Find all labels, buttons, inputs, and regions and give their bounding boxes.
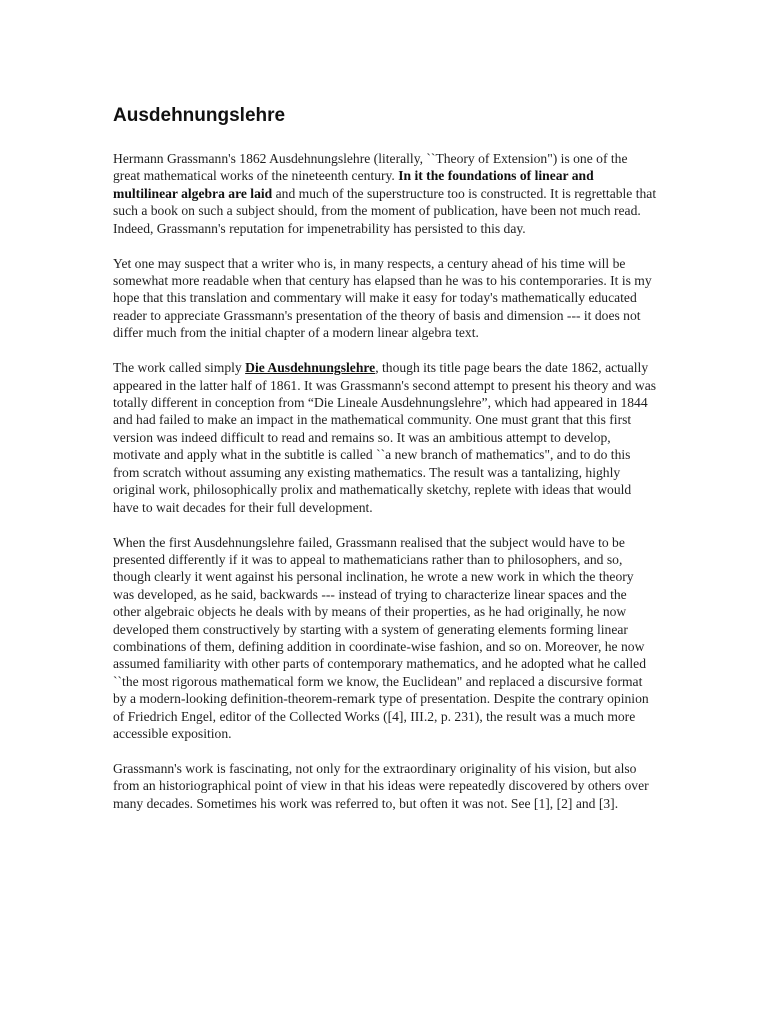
paragraph-intro-text-b: and much of the superstructure too is constructed. It is regrettable that such a book on such a subject should, from the moment of publication, have been not much read. Indeed, Grassmann's reputation for impenetrability has persisted to this day. [113, 185, 657, 236]
paragraph-die-text-b: , though its title page bears the date 1862, actually appeared in the latter half of 1861. It was Grassmann's second attempt to present his theory and was totally different in conception from “Die Lineale Ausdehnungslehre”, which had appeared in 1844 and had failed to make an impact in the mathematical community. One must grant that this first version was indeed difficult to read and remains so. It was an ambitious attempt to develop, motivate and apply what in the subtitle is called ``a new branch of mathematics", and to do this from scratch without assuming any existing mathematics. The result was a tantalizing, highly original work, philosophically prolix and mathematically sketchy, replete with ideas that would have to wait decades for their full development. [113, 360, 657, 515]
page-title: Ausdehnungslehre [113, 105, 286, 126]
document-page [113, 104, 658, 830]
paragraph-fascinating: Grassmann's work is fascinating, not only for the extraordinary originality of his vision, but also from an historiographical point of view in that his ideas were repeatedly discovered by others over many decades. Sometimes his work was referred to, but often it was not. See [1], [2] and [3]. [113, 760, 649, 811]
paragraph-first-failed: When the first Ausdehnungslehre failed, Grassmann realised that the subject would have to be presented differently if it was to appeal to mathematicians rather than to philosophers, and so, though clearly it went against his personal inclination, he wrote a new work in which the theory was developed, as he said, backwards --- instead of trying to characterize linear spaces and the other algebraic objects he deals with by means of their properties, as he had originally, he now developed them constructively by starting with a system of generating elements forming linear combinations of them, defining addition in coordinate-wise fashion, and so on. Moreover, he now assumed familiarity with other parts of contemporary mathematics, and he adopted what he called ``the most rigorous mathematical form we know, the Euclidean" and replaced a discursive format by a modern-looking definition-theorem-remark type of presentation. Despite the contrary opinion of Friedrich Engel, editor of the Collected Works ([4], III.2, p. 231), the result was a much more accessible exposition. [113, 534, 649, 741]
paragraph-readability: Yet one may suspect that a writer who is, in many respects, a century ahead of his time will be somewhat more readable when that century has elapsed than he was to his contemporaries. It is my hope that this translation and commentary will make it easy for today's mathematically educated reader to appreciate Grassmann's presentation of the theory of basis and dimension --- it does not differ much from the initial chapter of a modern linear algebra text. [113, 255, 652, 341]
paragraph-die-ausdehnungslehre [113, 359, 658, 516]
paragraph-intro [113, 150, 658, 237]
paragraph-intro-emphasis: In it the foundations of linear and multilinear algebra are laid [113, 168, 594, 201]
paragraph-die-emphasis [245, 360, 375, 375]
paragraph-die-emphasis-underlined: Die Ausdehnungslehre [245, 360, 376, 376]
paragraph-die-text-a: The work called simply [113, 360, 246, 376]
paragraph-intro-text-a: Hermann Grassmann's 1862 Ausdehnungslehre (literally, ``Theory of Extension") is one of the great mathematical works of the nineteenth century. [113, 151, 628, 184]
